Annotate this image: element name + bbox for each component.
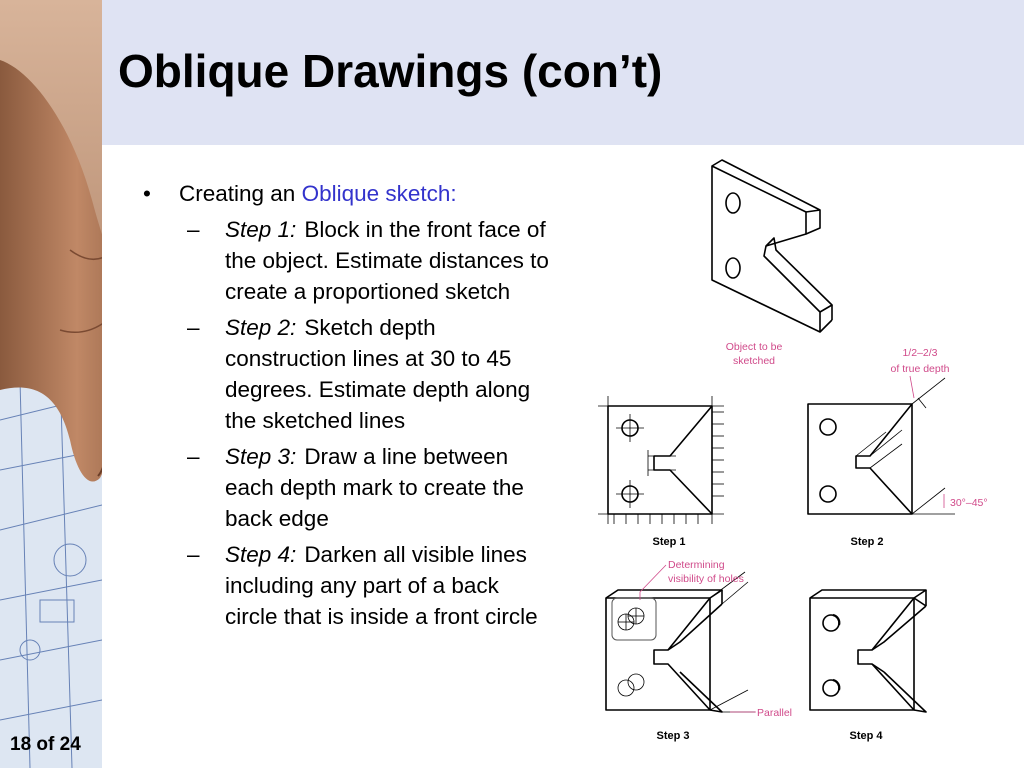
step1-drawing <box>598 396 724 524</box>
sub-dash: – <box>187 315 200 340</box>
parallel-label: Parallel <box>757 707 793 719</box>
step4-drawing <box>810 590 926 712</box>
object-label-line2: sketched <box>732 355 776 367</box>
bullet-dot: • <box>143 181 151 206</box>
step4-caption: Step 4 <box>849 730 883 742</box>
bullet-highlight: Oblique sketch: <box>301 181 457 206</box>
depth-label-line1: 1/2–2/3 <box>902 347 938 359</box>
step1-caption: Step 1 <box>652 536 686 548</box>
step-text: Sketch depth construction lines at 30 to 45 degrees. Estimate depth along the sketched lines <box>225 315 531 433</box>
visibility-label-line1: Determining <box>668 559 725 571</box>
step2-caption: Step 2 <box>850 536 884 548</box>
step-label: Step 4: <box>225 542 297 567</box>
step3-caption: Step 3 <box>656 730 690 742</box>
visibility-label-line2: visibility of holes <box>668 573 744 585</box>
bullet-prefix: Creating an <box>179 181 302 206</box>
step2-drawing <box>808 378 955 514</box>
step3-drawing <box>606 572 755 712</box>
step-label: Step 2: <box>225 315 297 340</box>
angle-label: 30°–45° <box>950 497 988 509</box>
slide-title: Oblique Drawings (con’t) <box>118 45 663 97</box>
sub-dash: – <box>187 542 200 567</box>
step-label: Step 3: <box>225 444 297 469</box>
object-label-line1: Object to be <box>725 341 783 353</box>
step-text: Darken all visible lines including any part of a back circle that is inside a front circle <box>225 542 538 629</box>
sub-dash: – <box>187 444 200 469</box>
step-label: Step 1: <box>225 217 297 242</box>
object-drawing <box>712 160 832 332</box>
step-text: Block in the front face of the object. Estimate distances to create a proportioned sketch <box>225 217 549 304</box>
depth-label-line2: of true depth <box>890 363 950 375</box>
step-text: Draw a line between each depth mark to create the back edge <box>225 444 524 531</box>
page-number: 18 of 24 <box>10 734 81 755</box>
sub-dash: – <box>187 217 200 242</box>
